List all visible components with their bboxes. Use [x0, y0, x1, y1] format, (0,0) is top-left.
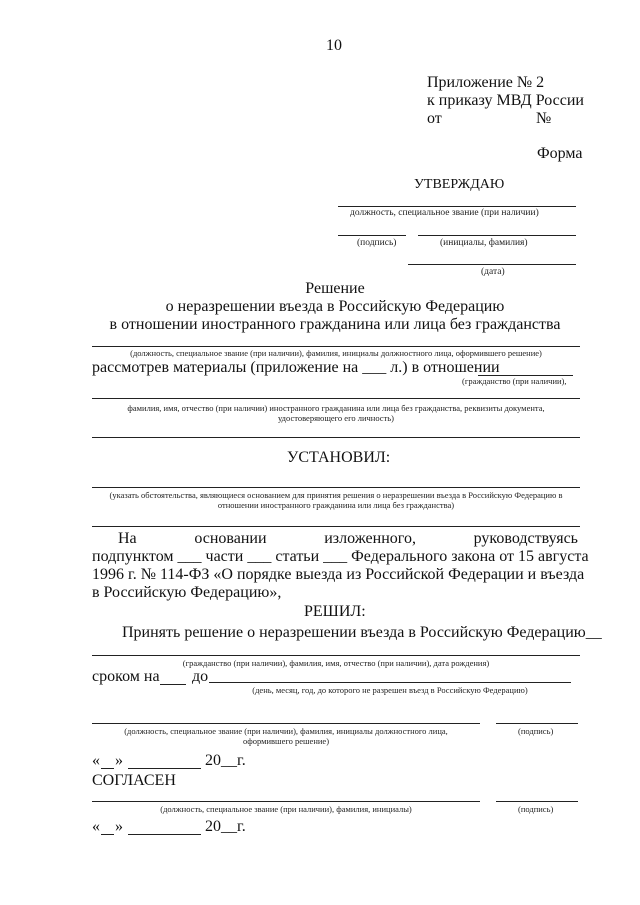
- date-2-year: 20__г.: [205, 818, 246, 835]
- established-title: УСТАНОВИЛ:: [287, 449, 391, 466]
- basis-line-1: [118, 530, 578, 548]
- basis-line-4: в Российскую Федерацию»,: [92, 584, 282, 601]
- official-sign-caption-1: (должность, специальное звание (при наличии), фамилия, инициалы должностного лица,: [124, 726, 448, 736]
- decision-title: Решение: [305, 280, 365, 297]
- term-caption: (день, месяц, год, до которого не разрешен въезд в Российскую Федерацию): [252, 685, 528, 695]
- term-prefix: сроком на: [92, 668, 160, 685]
- official-line: [92, 346, 580, 347]
- approver-initials-caption: (инициалы, фамилия): [440, 238, 528, 248]
- page-number: 10: [326, 37, 342, 54]
- agreed-signature-caption: (подпись): [518, 804, 554, 814]
- established-line: [92, 487, 580, 488]
- agreed-caption: (должность, специальное звание (при наличии), фамилия, инициалы): [160, 804, 412, 814]
- established-caption-1: (указать обстоятельства, являющиеся основанием для принятия решения о неразрешении въезда в Российскую Федерацию в: [109, 490, 563, 500]
- approve-date-line: [408, 264, 576, 265]
- date-1-close-quote: »: [115, 752, 123, 769]
- approver-initials-line: [418, 235, 576, 236]
- term-duration-line: [160, 684, 186, 685]
- approver-position-caption: должность, специальное звание (при наличии): [350, 208, 539, 218]
- date-1-month-line: [128, 768, 201, 769]
- approver-signature-line: [338, 235, 406, 236]
- person-line: [92, 398, 580, 399]
- agreed-signature-line: [496, 801, 578, 802]
- citizenship-caption: (гражданство (при наличии),: [462, 376, 567, 386]
- approve-title: УТВЕРЖДАЮ: [414, 177, 505, 192]
- official-sign-line: [92, 723, 480, 724]
- decided-caption: (гражданство (при наличии), фамилия, имя, отчество (при наличии), дата рождения): [182, 658, 490, 668]
- form-label: Форма: [537, 145, 583, 162]
- agreed-title: СОГЛАСЕН: [92, 772, 176, 789]
- order-label: к приказу МВД России: [427, 92, 584, 109]
- decision-subtitle-1: о неразрешении въезда в Российскую Федерацию: [165, 298, 505, 315]
- order-number-label: №: [536, 110, 552, 127]
- basis-line-2: подпунктом ___ части ___ статьи ___ Федерального закона от 15 августа: [92, 548, 589, 565]
- approver-position-line: [338, 206, 576, 207]
- appendix-label: Приложение № 2: [427, 74, 545, 91]
- date-1-open-quote: «: [92, 752, 100, 769]
- term-to: до: [192, 668, 209, 685]
- official-signature-line: [496, 723, 578, 724]
- official-caption: (должность, специальное звание (при наличии), фамилия, инициалы должностного лица, оформившего решение): [130, 348, 542, 358]
- basis-word-1: На: [118, 530, 137, 547]
- basis-word-3: изложенного,: [324, 530, 416, 547]
- date-2-day-line: [101, 834, 114, 835]
- reviewed-text: рассмотрев материалы (приложение на ___ л.) в отношении: [92, 359, 500, 376]
- official-sign-caption-2: оформившего решение): [242, 736, 330, 746]
- basis-line-3: 1996 г. № 114-ФЗ «О порядке выезда из Российской Федерации и въезда: [92, 566, 585, 583]
- agreed-line: [92, 801, 480, 802]
- person-caption-2: удостоверяющего его личность): [277, 413, 395, 423]
- decision-subtitle-2: в отношении иностранного гражданина или лица без гражданства: [109, 316, 561, 333]
- approver-signature-caption: (подпись): [357, 238, 397, 248]
- order-from-label: от: [427, 110, 442, 127]
- date-1-day-line: [101, 768, 114, 769]
- date-2-month-line: [128, 834, 201, 835]
- established-line-2: [92, 526, 580, 527]
- date-1-year: 20__г.: [205, 752, 246, 769]
- person-line-2: [92, 437, 580, 438]
- term-date-line: [209, 682, 571, 683]
- basis-word-2: основании: [194, 530, 267, 547]
- established-caption-2: отношении иностранного гражданина или лица без гражданства): [217, 500, 455, 510]
- date-2-close-quote: »: [115, 818, 123, 835]
- date-2-open-quote: «: [92, 818, 100, 835]
- decided-line: [92, 655, 580, 656]
- decided-text: Принять решение о неразрешении въезда в Российскую Федерацию__: [122, 624, 602, 641]
- basis-word-4: руководствуясь: [473, 530, 578, 547]
- official-signature-caption: (подпись): [518, 726, 554, 736]
- approve-date-caption: (дата): [481, 267, 505, 277]
- decided-title: РЕШИЛ:: [304, 603, 366, 620]
- person-caption-1: фамилия, имя, отчество (при наличии) иностранного гражданина или лица без гражданства, реквизиты документа,: [127, 403, 545, 413]
